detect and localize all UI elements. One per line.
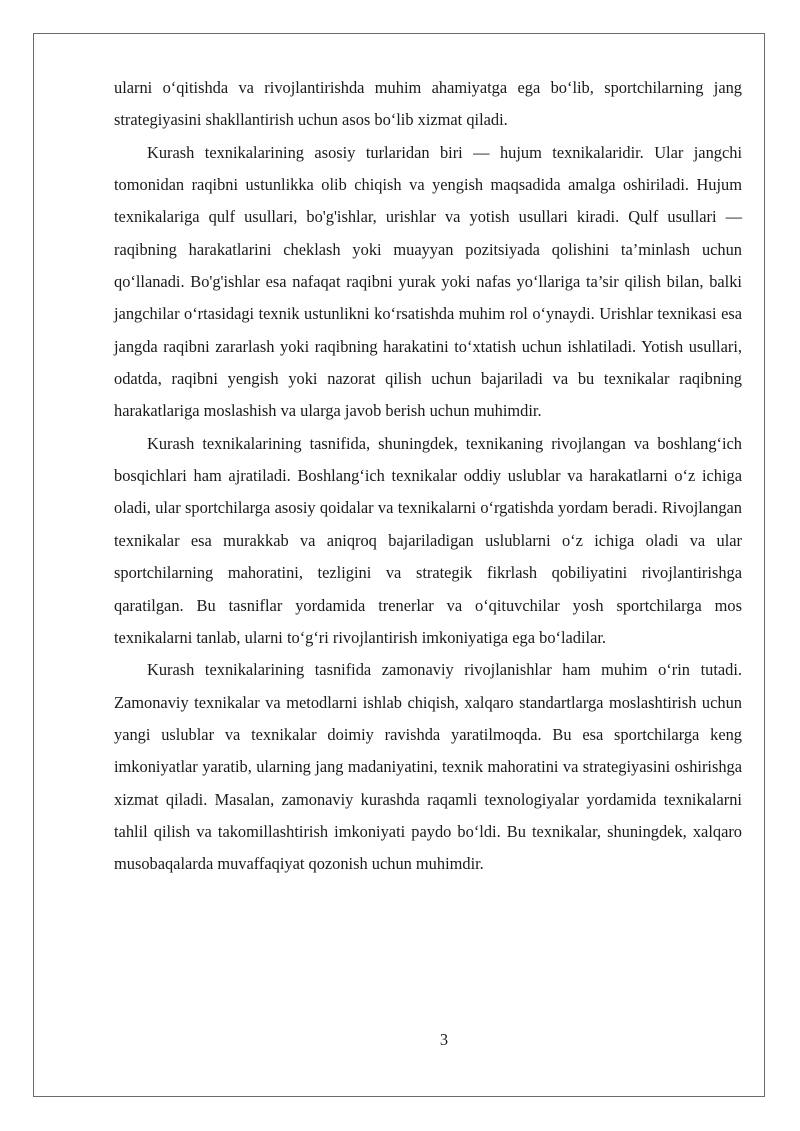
paragraph-attack-techniques: Kurash texnikalarining asosiy turlaridan biri — hujum texnikalaridir. Ular jangchi tomonidan raqibni ustunlikka olib chiqish va yengish maqsadida amalga oshiriladi. Hujum texnikalariga qulf usullari, bo'g'ishlar, urishlar va yotish usullari kiradi. Qulf usullari — raqibning harakatlarini cheklash yoki muayyan pozitsiyada qolishini ta’minlash uchun qo‘llanadi. Bo'g'ishlar esa nafaqat raqibni yurak yoki nafas yo‘llariga ta’sir qilish bilan, balki jangchilar o‘rtasidagi texnik ustunlikni ko‘rsatishda muhim rol o‘ynaydi. Urishlar texnikasi esa jangda raqibni zararlash yoki raqibning harakatini to‘xtatish uchun ishlatiladi. Yotish usullari, odatda, raqibni yengish yoki nazorat qilish uchun bajariladi va bu texnikalar raqibning harakatlariga moslashish va ularga javob berish uchun muhimdir.	[114, 142, 742, 421]
paragraph-modern-developments: Kurash texnikalarining tasnifida zamonaviy rivojlanishlar ham muhim o‘rin tutadi. Zamonaviy texnikalar va metodlarni ishlab chiqish, xalqaro standartlarga moslashtirish uchun yangi uslublar va texnikalar doimiy ravishda yaratilmoqda. Bu esa sportchilarga keng imkoniyatlar yaratib, ularning jang madaniyatini, texnik mahoratini va strategiyasini oshirishga xizmat qiladi. Masalan, zamonaviy kurashda raqamli texnologiyalar yordamida texnikalarni tahlil qilish va takomillashtirish imkoniyati paydo bo‘ldi. Bu texnikalar, shuningdek, xalqaro musobaqalarda muvaffaqiyat qozonish uchun muhimdir.	[114, 660, 742, 874]
paragraph-continuation: ularni o‘qitishda va rivojlantirishda muhim ahamiyatga ega bo‘lib, sportchilarning jang strategiyasini shakllantirish uchun asos bo‘lib xizmat qiladi.	[114, 78, 742, 130]
paragraph-technique-levels: Kurash texnikalarining tasnifida, shuningdek, texnikaning rivojlangan va boshlang‘ich bosqichlari ham ajratiladi. Boshlang‘ich texnikalar oddiy uslublar va harakatlarni o‘z ichiga oladi, ular sportchilarga asosiy qoidalar va texnikalarni o‘rgatishda yordam beradi. Rivojlangan texnikalar esa murakkab va aniqroq bajariladigan uslublarni o‘z ichiga oladi va ular sportchilarning mahoratini, tezligini va strategik fikrlash qobiliyatini rivojlantirishga qaratilgan. Bu tasniflar yordamida trenerlar va o‘qituvchilar yosh sportchilarga mos texnikalarni tanlab, ularni to‘g‘ri rivojlantirish imkoniyatiga ega bo‘ladilar.	[114, 433, 742, 647]
page-number: 3	[439, 1030, 449, 1049]
document-body	[114, 72, 742, 881]
